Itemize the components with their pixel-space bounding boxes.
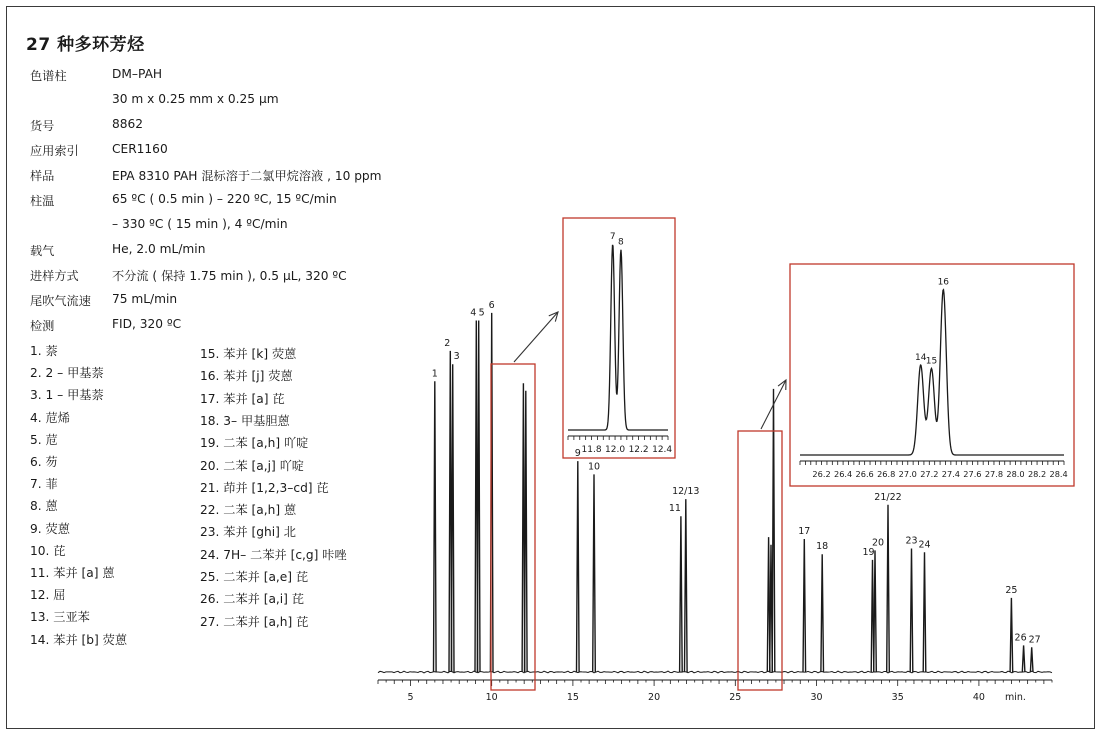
param-value: 65 ºC ( 0.5 min ) – 220 ºC, 15 ºC/min [112, 192, 337, 206]
peak-label: 25 [1005, 584, 1018, 596]
inset-tick-label: 28.0 [1006, 469, 1025, 479]
compound-item: 8. 蒽 [30, 499, 58, 514]
peak-24 [923, 552, 926, 672]
peak-label: 12/13 [672, 486, 700, 498]
compound-item: 18. 3– 甲基胆蒽 [200, 413, 290, 428]
x-tick-label: 5 [407, 692, 414, 703]
x-tick-label: 15 [566, 692, 579, 703]
inset-trace [568, 245, 668, 430]
peak-11 [680, 516, 683, 672]
inset-peak-label: 8 [618, 237, 624, 248]
compound-item: 13. 三亚苯 [30, 610, 90, 625]
inset-tick-label: 27.6 [963, 469, 982, 479]
baseline-trace [378, 671, 1052, 673]
compound-item: 15. 苯并 [k] 荧蒽 [200, 347, 297, 361]
inset-tick-label: 12.4 [652, 445, 673, 455]
compound-item: 22. 二苯 [a,h] 蒽 [200, 503, 297, 518]
inset-peak-label: 15 [925, 356, 938, 367]
param-label: 货号 [30, 119, 55, 133]
peak-label: 17 [798, 526, 811, 537]
inset-trace [800, 290, 1064, 455]
x-axis-label: min. [1005, 692, 1026, 703]
peak-26 [1022, 645, 1025, 672]
compound-item: 17. 苯并 [a] 芘 [200, 391, 285, 406]
param-value: FID, 320 ºC [112, 317, 182, 331]
param-label: 柱温 [30, 194, 55, 208]
x-tick-label: 40 [972, 692, 985, 703]
inset-tick-label: 26.4 [833, 469, 853, 479]
zoom-box-1 [491, 364, 535, 690]
inset-peaks-14-16 [800, 277, 1068, 479]
inset-tick-label: 26.6 [855, 469, 874, 479]
compound-item: 6. 芴 [30, 455, 58, 469]
param-value: 30 m x 0.25 mm x 0.25 μm [112, 92, 279, 106]
peak-1 [434, 381, 437, 672]
inset-tick-label: 11.8 [581, 445, 602, 455]
peak-label: 20 [871, 537, 885, 549]
param-label: 进样方式 [30, 269, 79, 283]
compound-item: 2. 2 – 甲基萘 [30, 366, 104, 381]
compound-item: 11. 苯并 [a] 蒽 [30, 566, 115, 580]
peak-9 [577, 461, 580, 672]
param-label: 应用索引 [30, 144, 79, 158]
inset-peak-label: 16 [937, 277, 950, 288]
peak-label: 26 [1014, 632, 1027, 644]
peak-label: 24 [918, 539, 931, 551]
inset-tick-label: 26.8 [877, 469, 896, 479]
compound-item: 21. 茚并 [1,2,3–cd] 芘 [200, 480, 329, 495]
peak-21/22 [887, 505, 890, 672]
peak-label: 10 [587, 461, 601, 473]
inset-tick-label: 28.2 [1027, 469, 1047, 479]
compound-item: 9. 荧蒽 [30, 521, 70, 536]
peak-23 [910, 549, 913, 673]
x-tick-label: 25 [729, 692, 742, 703]
param-label: 样品 [30, 169, 55, 183]
peak-label: 9 [574, 448, 581, 460]
inset-peaks-7-8 [568, 232, 672, 455]
inset-peak-label: 14 [914, 353, 927, 363]
peak-label: 4 [470, 307, 477, 319]
peak-unlabeled-7 [525, 391, 528, 672]
peak-18 [821, 554, 824, 672]
compound-item: 3. 1 – 甲基萘 [30, 388, 104, 403]
peak-12/13 [685, 499, 688, 672]
zoom-arrow-1 [514, 312, 558, 362]
inset-tick-label: 27.0 [898, 469, 917, 479]
param-value: He, 2.0 mL/min [112, 242, 206, 256]
inset-tick-label: 12.0 [605, 445, 626, 455]
compound-item: 26. 二苯并 [a,i] 芘 [200, 592, 304, 607]
peak-label: 18 [816, 541, 829, 553]
compound-item: 20. 二苯 [a,j] 吖啶 [200, 458, 304, 473]
inset-tick-label: 26.2 [812, 469, 831, 479]
peak-20 [874, 550, 877, 672]
peak-label: 23 [905, 535, 918, 547]
peak-10 [593, 474, 596, 672]
compound-item: 4. 苊烯 [30, 410, 70, 425]
peak-25 [1010, 598, 1013, 672]
x-tick-label: 30 [810, 692, 823, 703]
x-tick-label: 35 [891, 692, 904, 703]
inset-tick-label: 27.4 [941, 469, 960, 479]
compound-item: 1. 萘 [30, 344, 58, 358]
compound-item: 24. 7H– 二苯并 [c,g] 咔唑 [200, 547, 347, 562]
peak-label: 21/22 [874, 491, 902, 503]
param-value: – 330 ºC ( 15 min ), 4 ºC/min [112, 217, 288, 231]
peak-label: 19 [862, 546, 875, 558]
peak-label: 3 [453, 351, 460, 363]
compound-item: 10. 芘 [30, 543, 66, 558]
param-value: DM–PAH [112, 67, 163, 81]
main-x-axis [378, 680, 1052, 703]
compound-item: 14. 苯并 [b] 荧蒽 [30, 632, 128, 647]
param-label: 色谱柱 [30, 69, 67, 83]
peak-label: 6 [488, 299, 495, 311]
peak-27 [1030, 647, 1033, 672]
inset-peak-label: 7 [609, 231, 616, 242]
compound-item: 23. 苯并 [ghi] 北 [200, 525, 296, 540]
peak-label: 2 [444, 337, 451, 349]
param-value: EPA 8310 PAH 混标溶于二氯甲烷溶液 , 10 ppm [112, 169, 382, 183]
param-value: 75 mL/min [112, 292, 178, 306]
inset-tick-label: 27.8 [984, 469, 1004, 479]
peak-label: 1 [431, 368, 438, 380]
compound-item: 7. 菲 [30, 477, 58, 492]
param-label: 检测 [30, 319, 55, 333]
compound-item: 25. 二苯并 [a,e] 芘 [200, 570, 309, 584]
inset-tick-label: 12.2 [628, 445, 649, 455]
inset-tick-label: 28.4 [1049, 469, 1068, 479]
peak-5 [477, 321, 480, 673]
param-label: 尾吹气流速 [30, 294, 91, 308]
compound-item: 16. 苯并 [j] 荧蒽 [200, 369, 293, 384]
compound-item: 27. 二苯并 [a,h] 芘 [200, 614, 309, 629]
x-tick-label: 10 [485, 692, 498, 703]
param-value: 8862 [112, 117, 144, 131]
x-tick-label: 20 [648, 692, 661, 703]
page-title: 27 种多环芳烃 [26, 35, 145, 55]
param-label: 载气 [30, 244, 55, 258]
peak-label: 11 [668, 503, 681, 515]
param-value: CER1160 [112, 142, 168, 156]
compound-item: 5. 苊 [30, 432, 58, 447]
peak-17 [803, 539, 806, 672]
inset-tick-label: 27.2 [920, 469, 939, 479]
param-value: 不分流 ( 保持 1.75 min ), 0.5 μL, 320 ºC [112, 269, 347, 283]
compound-item: 19. 二苯 [a,h] 吖啶 [200, 436, 309, 451]
compound-item: 12. 屈 [30, 588, 66, 603]
peak-3 [451, 364, 454, 672]
peak-label: 27 [1028, 634, 1041, 646]
peak-label: 5 [478, 307, 485, 319]
